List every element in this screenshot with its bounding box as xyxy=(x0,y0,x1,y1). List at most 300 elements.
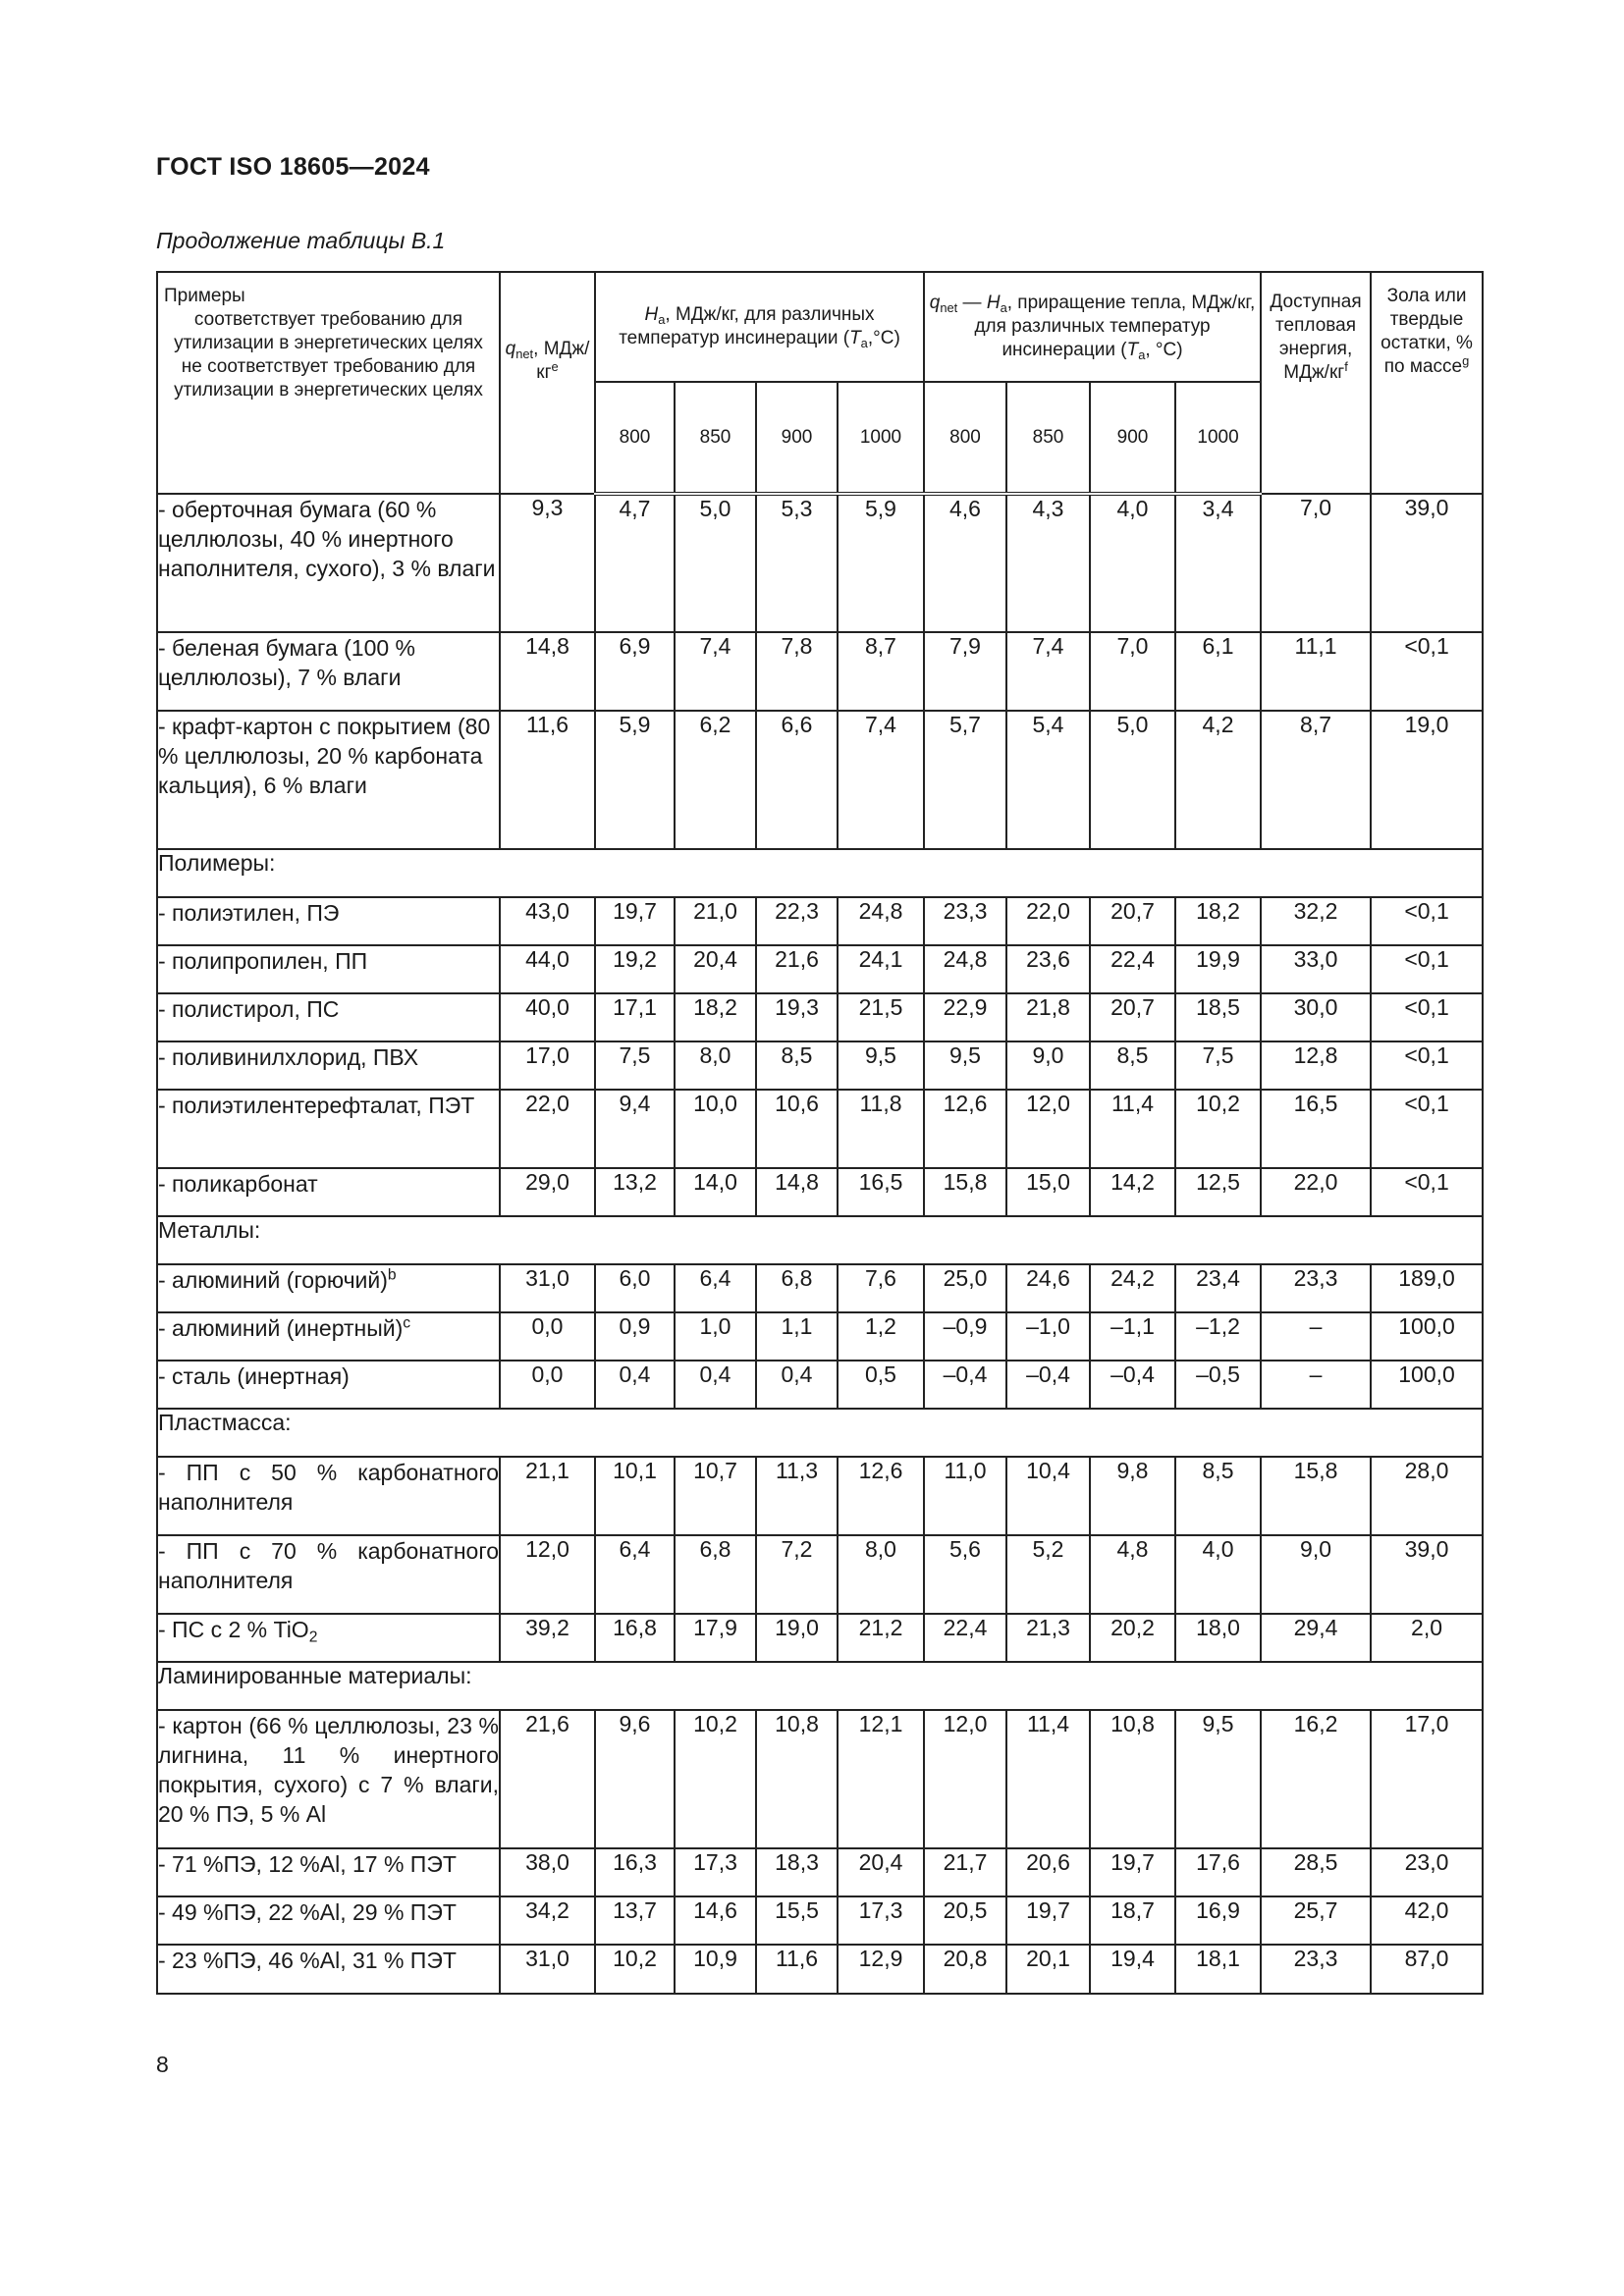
ha-cell: 15,5 xyxy=(756,1896,838,1945)
example-text: - алюминий (инертный) xyxy=(158,1315,404,1341)
diff-cell: –0,4 xyxy=(924,1361,1006,1409)
example-cell xyxy=(157,1457,500,1535)
example-cell xyxy=(157,945,500,993)
available-energy-cell: 11,1 xyxy=(1261,632,1371,711)
ha-cell: 7,4 xyxy=(675,632,756,711)
diff-cell: 19,9 xyxy=(1175,945,1261,993)
ha-cell: 7,2 xyxy=(756,1535,838,1614)
diff-cell: 25,0 xyxy=(924,1264,1006,1312)
example-footnote-mark: c xyxy=(403,1314,411,1332)
ha-cell: 9,6 xyxy=(595,1710,675,1848)
ha-cell: 8,0 xyxy=(675,1041,756,1090)
available-energy-cell: 16,5 xyxy=(1261,1090,1371,1168)
ha-cell: 6,6 xyxy=(756,711,838,849)
examples-header-not-ok: не соответствует требованию для утилизации в энергетических целях xyxy=(174,356,483,400)
ash-cell: <0,1 xyxy=(1371,945,1483,993)
ha-cell: 24,8 xyxy=(838,897,924,945)
ash-cell: 39,0 xyxy=(1371,494,1483,632)
diff-cell: 15,8 xyxy=(924,1168,1006,1216)
diff-cell: 16,9 xyxy=(1175,1896,1261,1945)
diff-cell: 9,5 xyxy=(1175,1710,1261,1848)
qnet-cell: 11,6 xyxy=(500,711,595,849)
diff-cell: 9,5 xyxy=(924,1041,1006,1090)
available-energy-cell: – xyxy=(1261,1361,1371,1409)
diff-cell: 19,7 xyxy=(1006,1896,1090,1945)
diff-cell: 15,0 xyxy=(1006,1168,1090,1216)
example-text: - 71 %ПЭ, 12 %Al, 17 % ПЭТ xyxy=(158,1851,457,1877)
section-title: Металлы: xyxy=(157,1216,1483,1264)
example-text: - полистирол, ПС xyxy=(158,996,340,1022)
ha-cell: 4,7 xyxy=(595,494,675,632)
qnet-cell: 43,0 xyxy=(500,897,595,945)
example-text: - 49 %ПЭ, 22 %Al, 29 % ПЭТ xyxy=(158,1899,457,1925)
ha-cell: 13,7 xyxy=(595,1896,675,1945)
examples-header-title: Примеры xyxy=(164,286,245,306)
ha-cell: 12,6 xyxy=(838,1457,924,1535)
section-row xyxy=(157,849,1483,897)
ha-cell: 17,3 xyxy=(838,1896,924,1945)
ha-cell: 12,1 xyxy=(838,1710,924,1848)
temp-header-ha: 800 xyxy=(595,382,675,494)
diff-cell: 3,4 xyxy=(1175,494,1261,632)
ash-cell: 87,0 xyxy=(1371,1945,1483,1994)
diff-cell: 7,4 xyxy=(1006,632,1090,711)
available-energy-cell: 9,0 xyxy=(1261,1535,1371,1614)
example-cell xyxy=(157,1848,500,1896)
example-cell xyxy=(157,1945,500,1994)
diff-cell: 5,6 xyxy=(924,1535,1006,1614)
diff-cell: 17,6 xyxy=(1175,1848,1261,1896)
diff-cell: 10,8 xyxy=(1090,1710,1175,1848)
section-row xyxy=(157,1662,1483,1710)
example-text: - полиэтилен, ПЭ xyxy=(158,900,340,926)
diff-cell: 18,2 xyxy=(1175,897,1261,945)
example-cell xyxy=(157,1710,500,1848)
section-row xyxy=(157,1409,1483,1457)
ha-cell: 0,4 xyxy=(675,1361,756,1409)
ha-cell: 21,0 xyxy=(675,897,756,945)
diff-cell: 23,6 xyxy=(1006,945,1090,993)
diff-cell: 11,0 xyxy=(924,1457,1006,1535)
ha-cell: 6,4 xyxy=(675,1264,756,1312)
diff-cell: 21,3 xyxy=(1006,1614,1090,1662)
available-energy-cell: 16,2 xyxy=(1261,1710,1371,1848)
ha-cell: 19,2 xyxy=(595,945,675,993)
diff-cell: 24,6 xyxy=(1006,1264,1090,1312)
ha-cell: 17,9 xyxy=(675,1614,756,1662)
ha-cell: 18,2 xyxy=(675,993,756,1041)
diff-cell: 20,5 xyxy=(924,1896,1006,1945)
diff-cell: 22,0 xyxy=(1006,897,1090,945)
ha-cell: 22,3 xyxy=(756,897,838,945)
page-number: 8 xyxy=(156,2052,169,2077)
example-text: - беленая бумага (100 % целлюлозы), 7 % влаги xyxy=(158,635,415,690)
diff-cell: –0,9 xyxy=(924,1312,1006,1361)
diff-cell: 5,2 xyxy=(1006,1535,1090,1614)
section-row xyxy=(157,1216,1483,1264)
ha-group-header: $H_a$, МДж/кг, для различных температур инсинерации $(T_a,^\circ C)$ xyxy=(595,272,924,382)
available-energy-cell: 33,0 xyxy=(1261,945,1371,993)
available-energy-cell: 12,8 xyxy=(1261,1041,1371,1090)
ha-cell: 10,7 xyxy=(675,1457,756,1535)
ha-cell: 0,5 xyxy=(838,1361,924,1409)
ha-cell: 7,4 xyxy=(838,711,924,849)
qnet-cell: 21,1 xyxy=(500,1457,595,1535)
ha-cell: 11,8 xyxy=(838,1090,924,1168)
diff-cell: 6,1 xyxy=(1175,632,1261,711)
qnet-cell: 22,0 xyxy=(500,1090,595,1168)
table-row xyxy=(157,1535,1483,1614)
diff-cell: 9,8 xyxy=(1090,1457,1175,1535)
qnet-cell: 38,0 xyxy=(500,1848,595,1896)
diff-cell: 18,0 xyxy=(1175,1614,1261,1662)
ha-cell: 6,0 xyxy=(595,1264,675,1312)
diff-cell: 7,0 xyxy=(1090,632,1175,711)
diff-cell: 18,7 xyxy=(1090,1896,1175,1945)
example-cell xyxy=(157,1535,500,1614)
example-cell xyxy=(157,711,500,849)
diff-cell: 19,7 xyxy=(1090,1848,1175,1896)
diff-cell: 18,1 xyxy=(1175,1945,1261,1994)
ash-cell: 39,0 xyxy=(1371,1535,1483,1614)
ha-cell: 19,0 xyxy=(756,1614,838,1662)
example-subscript: 2 xyxy=(308,1629,318,1646)
example-text: - поликарбонат xyxy=(158,1171,318,1197)
ha-cell: 11,3 xyxy=(756,1457,838,1535)
available-energy-cell: 23,3 xyxy=(1261,1264,1371,1312)
temp-header-ha: 900 xyxy=(756,382,838,494)
ha-cell: 0,4 xyxy=(756,1361,838,1409)
qnet-cell: 39,2 xyxy=(500,1614,595,1662)
ash-cell: <0,1 xyxy=(1371,1168,1483,1216)
example-cell xyxy=(157,494,500,632)
table-row xyxy=(157,1168,1483,1216)
diff-cell: 12,6 xyxy=(924,1090,1006,1168)
ha-cell: 21,5 xyxy=(838,993,924,1041)
diff-cell: 10,4 xyxy=(1006,1457,1090,1535)
diff-cell: 14,2 xyxy=(1090,1168,1175,1216)
qnet-cell: 34,2 xyxy=(500,1896,595,1945)
diff-cell: 20,6 xyxy=(1006,1848,1090,1896)
diff-cell: 21,7 xyxy=(924,1848,1006,1896)
table-row xyxy=(157,632,1483,711)
ha-cell: 8,7 xyxy=(838,632,924,711)
qnet-cell: 21,6 xyxy=(500,1710,595,1848)
table-row xyxy=(157,494,1483,632)
examples-header-ok: соответствует требованию для утилизации в энергетических целях xyxy=(174,309,483,353)
ha-cell: 17,1 xyxy=(595,993,675,1041)
ash-cell: 100,0 xyxy=(1371,1312,1483,1361)
ash-cell: 19,0 xyxy=(1371,711,1483,849)
ash-cell: <0,1 xyxy=(1371,632,1483,711)
ha-cell: 5,3 xyxy=(756,494,838,632)
ha-cell: 10,9 xyxy=(675,1945,756,1994)
ha-cell: 10,2 xyxy=(675,1710,756,1848)
ha-cell: 9,5 xyxy=(838,1041,924,1090)
available-energy-cell: 30,0 xyxy=(1261,993,1371,1041)
example-text: - полипропилен, ПП xyxy=(158,948,368,974)
example-text: - оберточная бумага (60 % целлюлозы, 40 % инертного наполнителя, сухого), 3 % влаги xyxy=(158,497,496,581)
example-cell xyxy=(157,993,500,1041)
document-title: ГОСТ ISO 18605—2024 xyxy=(156,153,430,181)
temp-header-diff: 800 xyxy=(924,382,1006,494)
available-energy-cell: 7,0 xyxy=(1261,494,1371,632)
qnet-cell: 31,0 xyxy=(500,1945,595,1994)
table-row xyxy=(157,1090,1483,1168)
ha-cell: 19,7 xyxy=(595,897,675,945)
data-table xyxy=(156,271,1484,1995)
ash-cell: 100,0 xyxy=(1371,1361,1483,1409)
diff-cell: 20,1 xyxy=(1006,1945,1090,1994)
diff-cell: –1,1 xyxy=(1090,1312,1175,1361)
example-footnote-mark: b xyxy=(387,1266,397,1284)
diff-cell: 8,5 xyxy=(1090,1041,1175,1090)
table-row xyxy=(157,1945,1483,1994)
section-title: Пластмасса: xyxy=(157,1409,1483,1457)
qnet-cell: 40,0 xyxy=(500,993,595,1041)
table-body xyxy=(157,494,1483,1994)
qnet-cell: 14,8 xyxy=(500,632,595,711)
ha-cell: 10,1 xyxy=(595,1457,675,1535)
ha-cell: 20,4 xyxy=(675,945,756,993)
table-row xyxy=(157,1710,1483,1848)
diff-cell: 20,7 xyxy=(1090,897,1175,945)
diff-cell: 12,5 xyxy=(1175,1168,1261,1216)
ha-cell: 16,8 xyxy=(595,1614,675,1662)
ash-cell: <0,1 xyxy=(1371,897,1483,945)
ash-cell: <0,1 xyxy=(1371,1090,1483,1168)
ha-cell: 0,4 xyxy=(595,1361,675,1409)
diff-cell: 12,0 xyxy=(1006,1090,1090,1168)
table-row xyxy=(157,897,1483,945)
ha-cell: 5,9 xyxy=(838,494,924,632)
temp-header-diff: 850 xyxy=(1006,382,1090,494)
qnet-cell: 17,0 xyxy=(500,1041,595,1090)
example-text: - ПП с 50 % карбонатного наполнителя xyxy=(158,1460,499,1515)
ha-cell: 6,8 xyxy=(675,1535,756,1614)
diff-cell: 8,5 xyxy=(1175,1457,1261,1535)
example-text: - ПП с 70 % карбонатного наполнителя xyxy=(158,1538,499,1593)
diff-cell: 4,6 xyxy=(924,494,1006,632)
diff-cell: 18,5 xyxy=(1175,993,1261,1041)
diff-cell: 19,4 xyxy=(1090,1945,1175,1994)
diff-cell: 5,7 xyxy=(924,711,1006,849)
example-text: - алюминий (горючий) xyxy=(158,1267,388,1293)
diff-cell: –0,4 xyxy=(1006,1361,1090,1409)
ha-cell: 6,9 xyxy=(595,632,675,711)
ha-cell: 11,6 xyxy=(756,1945,838,1994)
diff-cell: 11,4 xyxy=(1006,1710,1090,1848)
ha-cell: 1,1 xyxy=(756,1312,838,1361)
ha-cell: 6,8 xyxy=(756,1264,838,1312)
ha-cell: 14,0 xyxy=(675,1168,756,1216)
ha-cell: 24,1 xyxy=(838,945,924,993)
diff-cell: 4,2 xyxy=(1175,711,1261,849)
table-row xyxy=(157,1312,1483,1361)
table-caption: Продолжение таблицы B.1 xyxy=(156,228,446,253)
available-energy-cell: 25,7 xyxy=(1261,1896,1371,1945)
diff-cell: 23,4 xyxy=(1175,1264,1261,1312)
example-text: - 23 %ПЭ, 46 %Al, 31 % ПЭТ xyxy=(158,1948,457,1973)
diff-cell: 4,0 xyxy=(1175,1535,1261,1614)
available-energy-cell: 22,0 xyxy=(1261,1168,1371,1216)
diff-group-header: $q_{net}$ — $H_a$, приращение тепла, МДж/кг, для различных температур инсинерации ($T_a$, °C) xyxy=(924,272,1261,382)
example-text: - поливинилхлорид, ПВХ xyxy=(158,1044,419,1070)
ha-cell: 10,0 xyxy=(675,1090,756,1168)
diff-cell: 9,0 xyxy=(1006,1041,1090,1090)
example-cell xyxy=(157,1361,500,1409)
diff-cell: 7,5 xyxy=(1175,1041,1261,1090)
ha-cell: 7,5 xyxy=(595,1041,675,1090)
ha-cell: 8,5 xyxy=(756,1041,838,1090)
ha-cell: 1,2 xyxy=(838,1312,924,1361)
diff-cell: 11,4 xyxy=(1090,1090,1175,1168)
example-text: - сталь (инертная) xyxy=(158,1363,350,1389)
examples-header xyxy=(157,272,500,494)
ha-cell: 18,3 xyxy=(756,1848,838,1896)
example-text: - крафт-картон с покрытием (80 % целлюлозы, 20 % карбоната кальция), 6 % влаги xyxy=(158,714,491,798)
table-row xyxy=(157,1361,1483,1409)
section-title: Ламинированные материалы: xyxy=(157,1662,1483,1710)
ha-cell: 1,0 xyxy=(675,1312,756,1361)
table-row xyxy=(157,945,1483,993)
ha-cell: 9,4 xyxy=(595,1090,675,1168)
ha-cell: 14,6 xyxy=(675,1896,756,1945)
ha-cell: 7,6 xyxy=(838,1264,924,1312)
table-row xyxy=(157,993,1483,1041)
ash-cell: 17,0 xyxy=(1371,1710,1483,1848)
temp-header-diff: 900 xyxy=(1090,382,1175,494)
ha-cell: 16,3 xyxy=(595,1848,675,1896)
available-energy-cell: 23,3 xyxy=(1261,1945,1371,1994)
table-row xyxy=(157,1614,1483,1662)
ha-cell: 21,6 xyxy=(756,945,838,993)
ha-cell: 21,2 xyxy=(838,1614,924,1662)
diff-cell: 22,9 xyxy=(924,993,1006,1041)
ha-cell: 5,9 xyxy=(595,711,675,849)
ash-cell: 23,0 xyxy=(1371,1848,1483,1896)
example-cell xyxy=(157,1896,500,1945)
diff-cell: 20,8 xyxy=(924,1945,1006,1994)
diff-cell: –0,4 xyxy=(1090,1361,1175,1409)
ha-cell: 17,3 xyxy=(675,1848,756,1896)
diff-cell: 4,8 xyxy=(1090,1535,1175,1614)
qnet-header: $q_{net}$, МДж/$кг^e$ xyxy=(500,272,595,494)
diff-cell: 22,4 xyxy=(1090,945,1175,993)
diff-cell: 5,4 xyxy=(1006,711,1090,849)
ha-cell: 6,4 xyxy=(595,1535,675,1614)
temp-header-ha: 850 xyxy=(675,382,756,494)
available-energy-cell: 29,4 xyxy=(1261,1614,1371,1662)
ha-cell: 6,2 xyxy=(675,711,756,849)
diff-cell: 24,8 xyxy=(924,945,1006,993)
ha-cell: 10,8 xyxy=(756,1710,838,1848)
qnet-cell: 29,0 xyxy=(500,1168,595,1216)
diff-cell: 10,2 xyxy=(1175,1090,1261,1168)
available-energy-cell: 32,2 xyxy=(1261,897,1371,945)
diff-cell: 22,4 xyxy=(924,1614,1006,1662)
available-energy-cell: 8,7 xyxy=(1261,711,1371,849)
diff-cell: 24,2 xyxy=(1090,1264,1175,1312)
ha-cell: 16,5 xyxy=(838,1168,924,1216)
example-cell xyxy=(157,1614,500,1662)
example-cell xyxy=(157,897,500,945)
diff-cell: 20,7 xyxy=(1090,993,1175,1041)
available-energy-cell: 15,8 xyxy=(1261,1457,1371,1535)
section-title: Полимеры: xyxy=(157,849,1483,897)
diff-cell: 5,0 xyxy=(1090,711,1175,849)
example-cell xyxy=(157,1312,500,1361)
qnet-cell: 0,0 xyxy=(500,1361,595,1409)
table-row xyxy=(157,1848,1483,1896)
ha-cell: 12,9 xyxy=(838,1945,924,1994)
table-row xyxy=(157,1264,1483,1312)
ha-cell: 8,0 xyxy=(838,1535,924,1614)
ash-cell: 28,0 xyxy=(1371,1457,1483,1535)
ha-cell: 13,2 xyxy=(595,1168,675,1216)
diff-cell: 12,0 xyxy=(924,1710,1006,1848)
example-text: - картон (66 % целлюлозы, 23 % лигнина, 11 % инертного покрытия, сухого) с 7 % влаги, 20 % ПЭ, 5 % Al xyxy=(158,1713,499,1827)
example-text: - ПС с 2 % TiO xyxy=(158,1617,309,1642)
qnet-cell: 0,0 xyxy=(500,1312,595,1361)
ash-cell: 42,0 xyxy=(1371,1896,1483,1945)
temp-header-diff: 1000 xyxy=(1175,382,1261,494)
ash-cell: <0,1 xyxy=(1371,1041,1483,1090)
ash-cell: <0,1 xyxy=(1371,993,1483,1041)
ha-cell: 7,8 xyxy=(756,632,838,711)
example-cell xyxy=(157,1264,500,1312)
diff-cell: 4,3 xyxy=(1006,494,1090,632)
ash-cell: 2,0 xyxy=(1371,1614,1483,1662)
example-cell xyxy=(157,1168,500,1216)
diff-cell: 4,0 xyxy=(1090,494,1175,632)
ha-cell: 19,3 xyxy=(756,993,838,1041)
table-row xyxy=(157,1457,1483,1535)
example-cell xyxy=(157,1041,500,1090)
example-cell xyxy=(157,1090,500,1168)
diff-cell: –1,0 xyxy=(1006,1312,1090,1361)
ha-cell: 10,2 xyxy=(595,1945,675,1994)
example-cell xyxy=(157,632,500,711)
example-text: - полиэтилентерефталат, ПЭТ xyxy=(158,1093,475,1118)
temp-header-ha: 1000 xyxy=(838,382,924,494)
qnet-cell: 9,3 xyxy=(500,494,595,632)
table-row xyxy=(157,711,1483,849)
ha-cell: 14,8 xyxy=(756,1168,838,1216)
diff-cell: 20,2 xyxy=(1090,1614,1175,1662)
available-energy-cell: 28,5 xyxy=(1261,1848,1371,1896)
diff-cell: –0,5 xyxy=(1175,1361,1261,1409)
table-row xyxy=(157,1896,1483,1945)
diff-cell: 7,9 xyxy=(924,632,1006,711)
qnet-cell: 31,0 xyxy=(500,1264,595,1312)
available-energy-header: Доступная тепловая энергия, МДж/$кг^f$ xyxy=(1261,272,1371,494)
ha-cell: 20,4 xyxy=(838,1848,924,1896)
ash-cell: 189,0 xyxy=(1371,1264,1483,1312)
qnet-cell: 44,0 xyxy=(500,945,595,993)
table-header xyxy=(157,272,1483,494)
qnet-cell: 12,0 xyxy=(500,1535,595,1614)
ha-cell: 0,9 xyxy=(595,1312,675,1361)
diff-cell: 21,8 xyxy=(1006,993,1090,1041)
ha-cell: 10,6 xyxy=(756,1090,838,1168)
available-energy-cell: – xyxy=(1261,1312,1371,1361)
table-row xyxy=(157,1041,1483,1090)
diff-cell: 23,3 xyxy=(924,897,1006,945)
ash-header: Зола или твердые остатки, % по массе$^g$ xyxy=(1371,272,1483,494)
diff-cell: –1,2 xyxy=(1175,1312,1261,1361)
ha-cell: 5,0 xyxy=(675,494,756,632)
